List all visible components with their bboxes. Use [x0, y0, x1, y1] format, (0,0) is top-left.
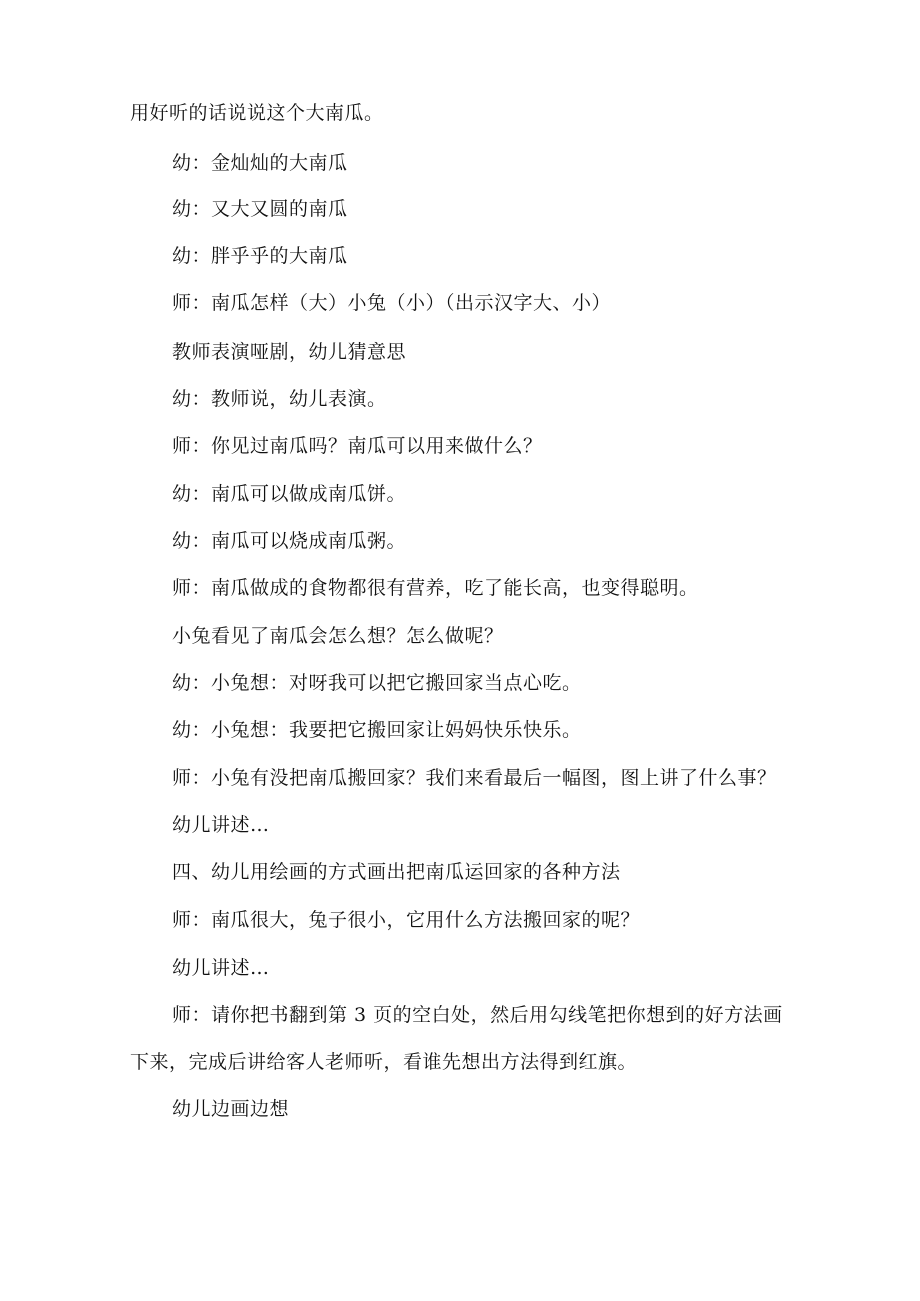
- text-line: 幼：胖乎乎的大南瓜: [172, 245, 348, 267]
- text-line: 幼：小兔想：对呀我可以把它搬回家当点心吃。: [172, 672, 582, 694]
- text-line: 用好听的话说说这个大南瓜。: [130, 102, 384, 124]
- text-line: 师：小兔有没把南瓜搬回家？我们来看最后一幅图，图上讲了什么事？: [172, 767, 777, 789]
- text-line: 幼：教师说，幼儿表演。: [172, 388, 387, 410]
- text-line: 师：南瓜怎样（大）小兔（小）（出示汉字大、小）: [172, 292, 612, 314]
- text-line: 小兔看见了南瓜会怎么想？怎么做呢？: [172, 625, 504, 647]
- text-line: 师：请你把书翻到第 3 页的空白处，然后用勾线笔把你想到的好方法画: [172, 1004, 783, 1026]
- text-line: 教师表演哑剧，幼儿猜意思: [172, 341, 407, 363]
- text-line: 幼：又大又圆的南瓜: [172, 198, 348, 220]
- text-line: 幼儿讲述…: [172, 957, 270, 979]
- text-line: 师：你见过南瓜吗？南瓜可以用来做什么？: [172, 435, 543, 457]
- text-line: 幼：金灿灿的大南瓜: [172, 152, 348, 174]
- text-line: 师：南瓜做成的食物都很有营养，吃了能长高，也变得聪明。: [172, 577, 699, 599]
- text-line: 下来，完成后讲给客人老师听，看谁先想出方法得到红旗。: [130, 1051, 638, 1073]
- section-heading: 四、幼儿用绘画的方式画出把南瓜运回家的各种方法: [172, 861, 621, 883]
- text-line: 师：南瓜很大，兔子很小，它用什么方法搬回家的呢？: [172, 909, 641, 931]
- text-line: 幼儿边画边想: [172, 1098, 290, 1120]
- text-line: 幼：南瓜可以做成南瓜饼。: [172, 483, 407, 505]
- text-line: 幼儿讲述…: [172, 814, 270, 836]
- text-line: 幼：南瓜可以烧成南瓜粥。: [172, 530, 407, 552]
- text-line: 幼：小兔想：我要把它搬回家让妈妈快乐快乐。: [172, 719, 582, 741]
